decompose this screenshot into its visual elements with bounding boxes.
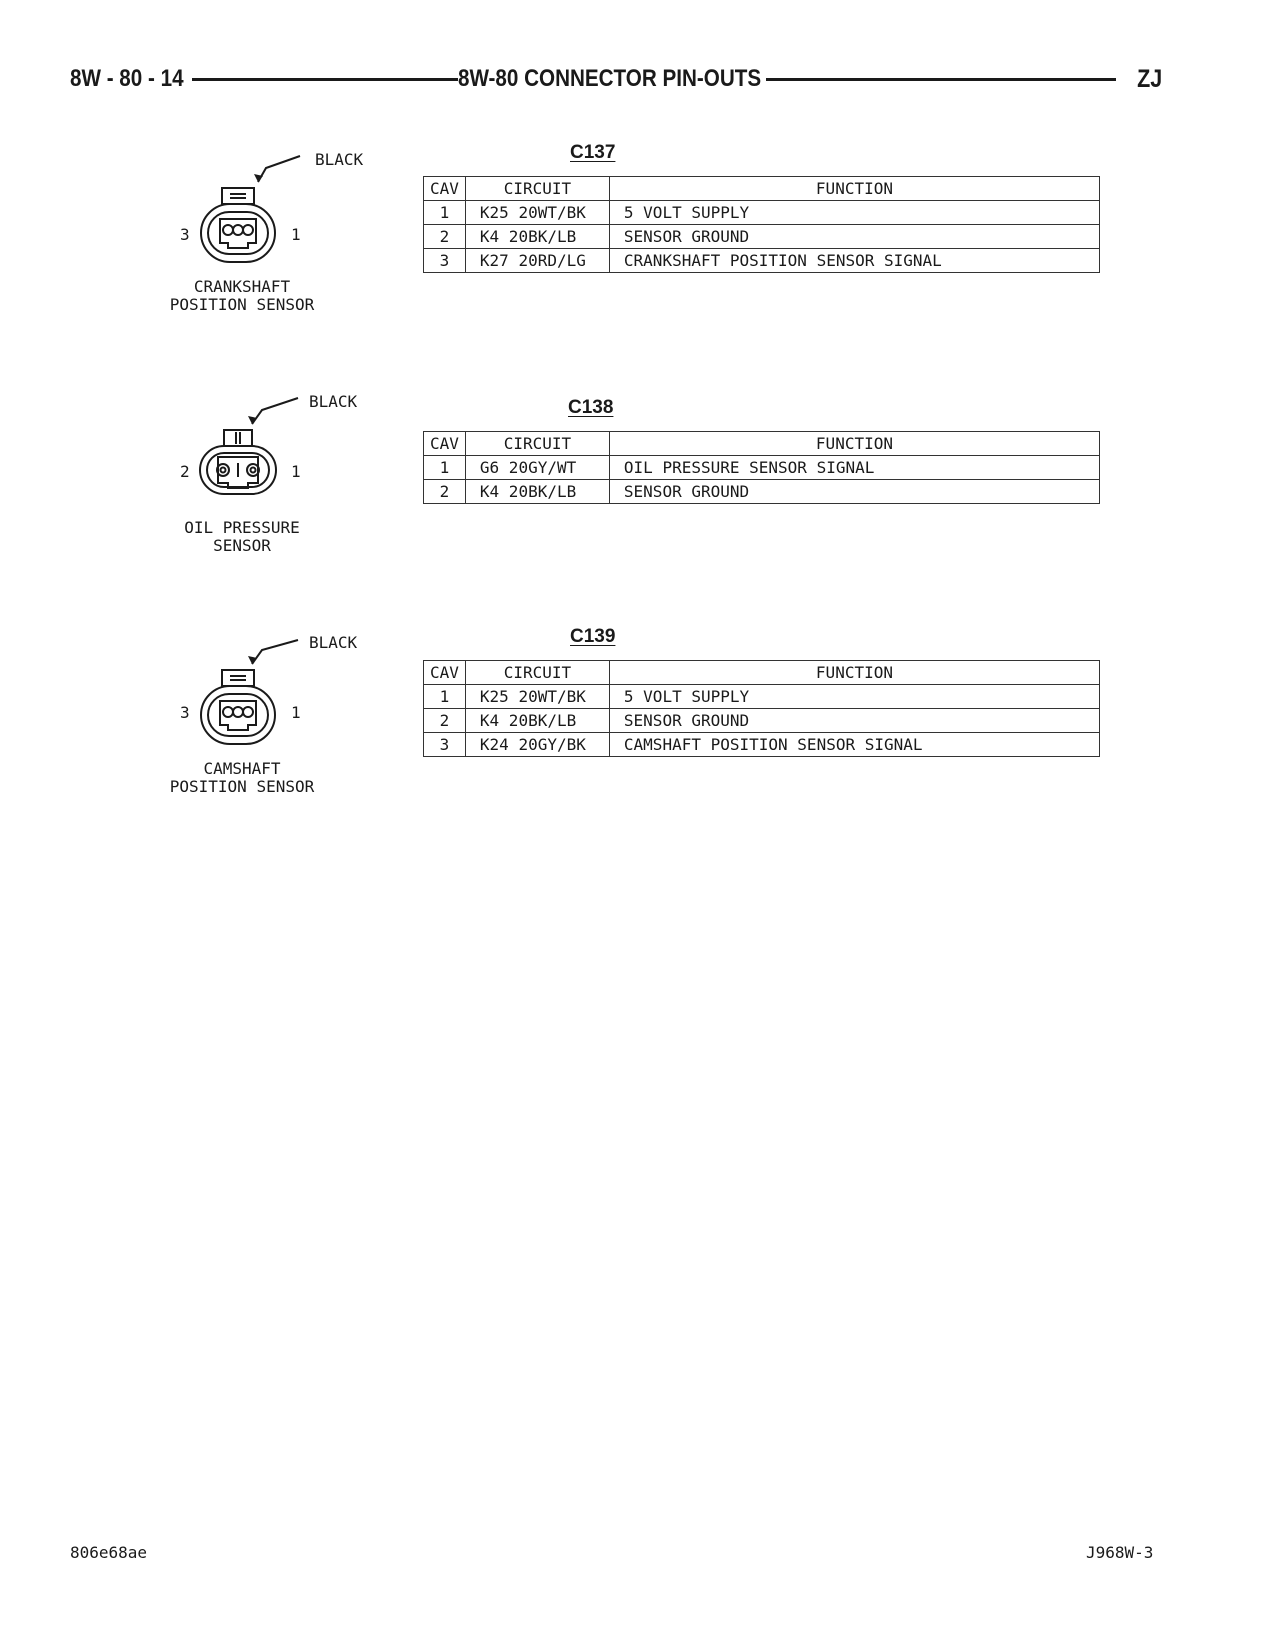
pinout-table: [423, 176, 1100, 273]
connector-id: C138: [568, 397, 614, 418]
circuit-cell: G6 20GY/WT: [465, 456, 609, 480]
function-cell: CRANKSHAFT POSITION SENSOR SIGNAL: [609, 249, 1099, 273]
pin-number-left: 3: [180, 703, 190, 722]
connector-3pin-diagram: [190, 148, 320, 268]
header-rule-right: [766, 78, 1116, 81]
page-header: [70, 62, 1162, 96]
pin-number-left: 2: [180, 462, 190, 481]
function-cell: OIL PRESSURE SENSOR SIGNAL: [609, 456, 1099, 480]
model-code: ZJ: [1137, 62, 1162, 96]
column-header: CAV: [424, 432, 466, 456]
function-cell: SENSOR GROUND: [609, 225, 1099, 249]
column-header: CIRCUIT: [465, 177, 609, 201]
cavity-cell: 1: [424, 201, 466, 225]
connector-color-label: BLACK: [309, 392, 358, 411]
connector-2pin-diagram: [190, 390, 320, 510]
column-header: CIRCUIT: [465, 432, 609, 456]
image-code: 806e68ae: [70, 1543, 148, 1562]
header-rule-left: [192, 78, 458, 81]
cavity-cell: 3: [424, 733, 466, 757]
connector-color-label: BLACK: [315, 150, 364, 169]
function-cell: CAMSHAFT POSITION SENSOR SIGNAL: [609, 733, 1099, 757]
pin-number-right: 1: [291, 225, 301, 244]
component-name: OIL PRESSURE SENSOR: [184, 518, 300, 555]
table-row: [424, 480, 1100, 504]
cavity-cell: 1: [424, 456, 466, 480]
cavity-cell: 2: [424, 225, 466, 249]
page-number: 8W - 80 - 14: [70, 62, 184, 96]
component-name: CAMSHAFT POSITION SENSOR: [169, 759, 315, 796]
page-title: 8W-80 CONNECTOR PIN-OUTS: [458, 62, 761, 96]
cavity-cell: 3: [424, 249, 466, 273]
column-header: FUNCTION: [609, 661, 1099, 685]
table-header-row: [424, 177, 1100, 201]
figure-reference: J968W-3: [1086, 1543, 1154, 1562]
column-header: CIRCUIT: [465, 661, 609, 685]
pinout-table: [423, 660, 1100, 757]
pinout-table: [423, 431, 1100, 504]
table-row: [424, 249, 1100, 273]
connector-id: C137: [570, 142, 616, 163]
function-cell: 5 VOLT SUPPLY: [609, 685, 1099, 709]
column-header: FUNCTION: [609, 177, 1099, 201]
connector-id: C139: [570, 626, 616, 647]
function-cell: SENSOR GROUND: [609, 480, 1099, 504]
column-header: CAV: [424, 661, 466, 685]
table-row: [424, 456, 1100, 480]
circuit-cell: K24 20GY/BK: [465, 733, 609, 757]
connector-color-label: BLACK: [309, 633, 358, 652]
table-row: [424, 225, 1100, 249]
table-row: [424, 685, 1100, 709]
column-header: FUNCTION: [609, 432, 1099, 456]
connector-3pin-diagram: [190, 630, 320, 750]
pin-number-left: 3: [180, 225, 190, 244]
column-header: CAV: [424, 177, 466, 201]
component-name: CRANKSHAFT POSITION SENSOR: [169, 277, 315, 314]
cavity-cell: 1: [424, 685, 466, 709]
pin-number-right: 1: [291, 462, 301, 481]
circuit-cell: K4 20BK/LB: [465, 480, 609, 504]
circuit-cell: K25 20WT/BK: [465, 685, 609, 709]
cavity-cell: 2: [424, 709, 466, 733]
function-cell: 5 VOLT SUPPLY: [609, 201, 1099, 225]
table-row: [424, 709, 1100, 733]
table-header-row: [424, 661, 1100, 685]
circuit-cell: K27 20RD/LG: [465, 249, 609, 273]
table-header-row: [424, 432, 1100, 456]
table-row: [424, 733, 1100, 757]
table-row: [424, 201, 1100, 225]
circuit-cell: K4 20BK/LB: [465, 225, 609, 249]
function-cell: SENSOR GROUND: [609, 709, 1099, 733]
pin-number-right: 1: [291, 703, 301, 722]
cavity-cell: 2: [424, 480, 466, 504]
circuit-cell: K4 20BK/LB: [465, 709, 609, 733]
circuit-cell: K25 20WT/BK: [465, 201, 609, 225]
